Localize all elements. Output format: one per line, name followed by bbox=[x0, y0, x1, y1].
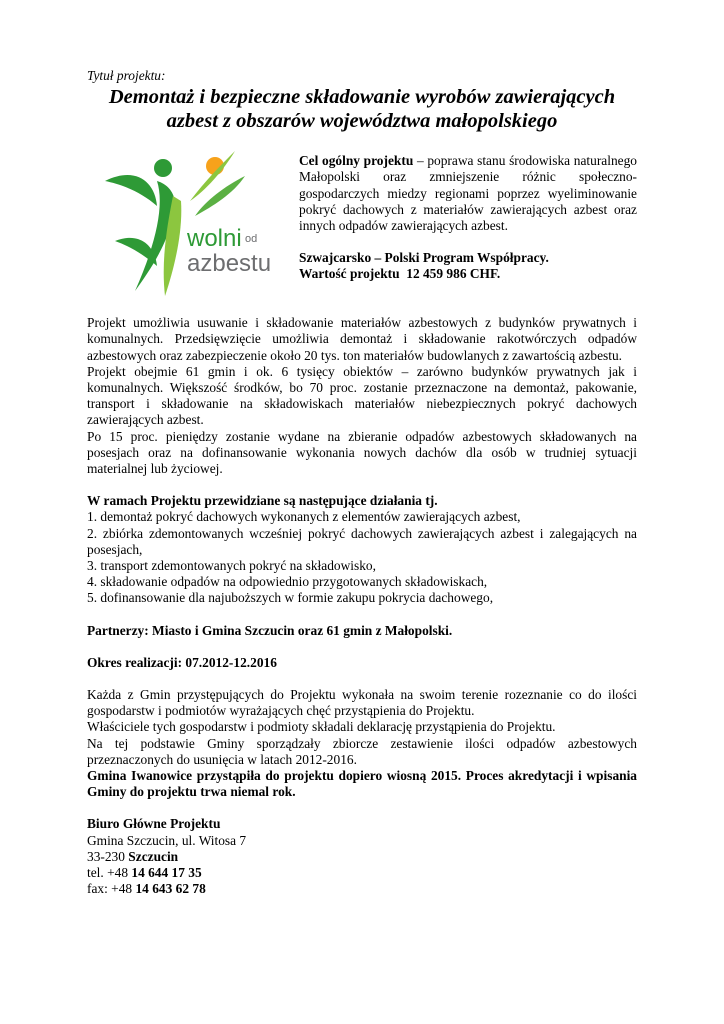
body-paragraph: Projekt obejmie 61 gmin i ok. 6 tysięcy obiektów – zarówno budynków prywatnych jak i komunalnych. Większość środków, bo 70 proc. zostanie przeznaczone na demontaż, pakowanie, transport i składowanie na składowiskach materiałów niebezpiecznych pokryć dachowych zawierających azbest. bbox=[87, 363, 637, 428]
document-page bbox=[87, 68, 637, 898]
actions-list bbox=[87, 509, 637, 606]
actions-heading: W ramach Projektu przewidziane są następujące działania tj. bbox=[87, 493, 438, 509]
postal-code: 33-230 bbox=[87, 848, 129, 864]
list-item: 4. składowanie odpadów na odpowiednio przygotowanych składowiskach, bbox=[87, 574, 488, 590]
logo-leaf-right bbox=[195, 176, 245, 216]
logo-text-wolni: wolni bbox=[187, 225, 242, 253]
program-name: Szwajcarsko – Polski Program Współpracy. bbox=[299, 250, 549, 266]
wolni-od-azbestu-logo bbox=[95, 146, 290, 301]
logo-text-azbestu: azbestu bbox=[187, 250, 272, 278]
details-paragraph: Na tej podstawie Gminy sporządzały zbiorcze zestawienie ilości odpadów azbestowych przeznaczonych do usunięcia w latach 2012-2016. bbox=[87, 735, 637, 767]
logo-head-green bbox=[154, 159, 172, 177]
logo-leaf-left bbox=[105, 175, 157, 206]
project-value bbox=[299, 266, 637, 282]
contact-block bbox=[87, 816, 637, 897]
project-goal bbox=[299, 153, 637, 301]
project-title: Demontaż i bezpieczne składowanie wyrobów zawierających azbest z obszarów województwa małopolskiego bbox=[108, 86, 616, 133]
value-amount: 12 459 986 CHF. bbox=[406, 266, 501, 282]
value-label: Wartość projektu bbox=[299, 266, 400, 282]
goal-label: Cel ogólny projektu bbox=[299, 153, 414, 169]
contact-fax-line bbox=[87, 881, 637, 897]
list-item: 5. dofinansowanie dla najuboższych w formie zakupu pokrycia dachowego, bbox=[87, 590, 494, 606]
body-paragraph: Projekt umożliwia usuwanie i składowanie materiałów azbestowych z budynków prywatnych i komunalnych. Przedsięwzięcie umożliwia demontaż i składowanie rakotwórczych odpadów azbestowych oraz zabezpieczenie około 20 tys. ton materiałów budowlanych z zawartością azbestu. bbox=[87, 315, 637, 363]
contact-postal-line bbox=[87, 849, 637, 865]
intro-section bbox=[87, 153, 637, 301]
contact-tel-line bbox=[87, 865, 637, 881]
list-item: 3. transport zdemontowanych pokryć na składowisko, bbox=[87, 558, 376, 574]
realization-period: Okres realizacji: 07.2012-12.2016 bbox=[87, 654, 277, 670]
details-paragraph: Właściciele tych gospodarstw i podmioty składali deklarację przystąpienia do Projektu. bbox=[87, 719, 556, 735]
tel-number: 14 644 17 35 bbox=[131, 865, 202, 881]
contact-address: Gmina Szczucin, ul. Witosa 7 bbox=[87, 832, 247, 848]
body-paragraph: Po 15 proc. pieniędzy zostanie wydane na zbieranie odpadów azbestowych składowanych na posesjach oraz na dofinansowanie wykonania nowych dachów dla osób w trudniej sytuacji materialnej lub życiowej. bbox=[87, 428, 637, 477]
list-item: 2. zbiórka zdemontowanych wcześniej pokryć dachowych zawierających azbest i zalegających na posesjach, bbox=[87, 525, 637, 557]
fax-label: fax: +48 bbox=[87, 881, 136, 897]
details-paragraph: Każda z Gmin przystępujących do Projektu wykonała na swoim terenie rozeznanie co do ilości gospodarstw i podmiotów wyrażających chęć przystąpienia do Projektu. bbox=[87, 687, 637, 719]
contact-heading: Biuro Główne Projektu bbox=[87, 816, 221, 832]
fax-number: 14 643 62 78 bbox=[135, 881, 206, 897]
partners: Partnerzy: Miasto i Gmina Szczucin oraz 61 gmin z Małopolski. bbox=[87, 622, 453, 638]
project-title-label: Tytuł projektu: bbox=[87, 68, 166, 83]
tel-label: tel. +48 bbox=[87, 865, 132, 881]
city: Szczucin bbox=[128, 848, 179, 864]
logo-text-od: od bbox=[245, 233, 258, 246]
list-item: 1. demontaż pokryć dachowych wykonanych z elementów zawierających azbest, bbox=[87, 509, 521, 525]
goal-text: – poprawa stanu środowiska naturalnego Małopolski oraz zmniejszenie różnic społeczno-gospodarczych miedzy regionami poprzez wyeliminowanie pokryć dachowych z materiałów zawierających azbest oraz innych odpadów zawierających azbest. bbox=[299, 153, 637, 234]
details-paragraph: Gmina Iwanowice przystąpiła do projektu dopiero wiosną 2015. Proces akredytacji i wpisania Gminy do projektu trwa niemal rok. bbox=[87, 768, 637, 800]
